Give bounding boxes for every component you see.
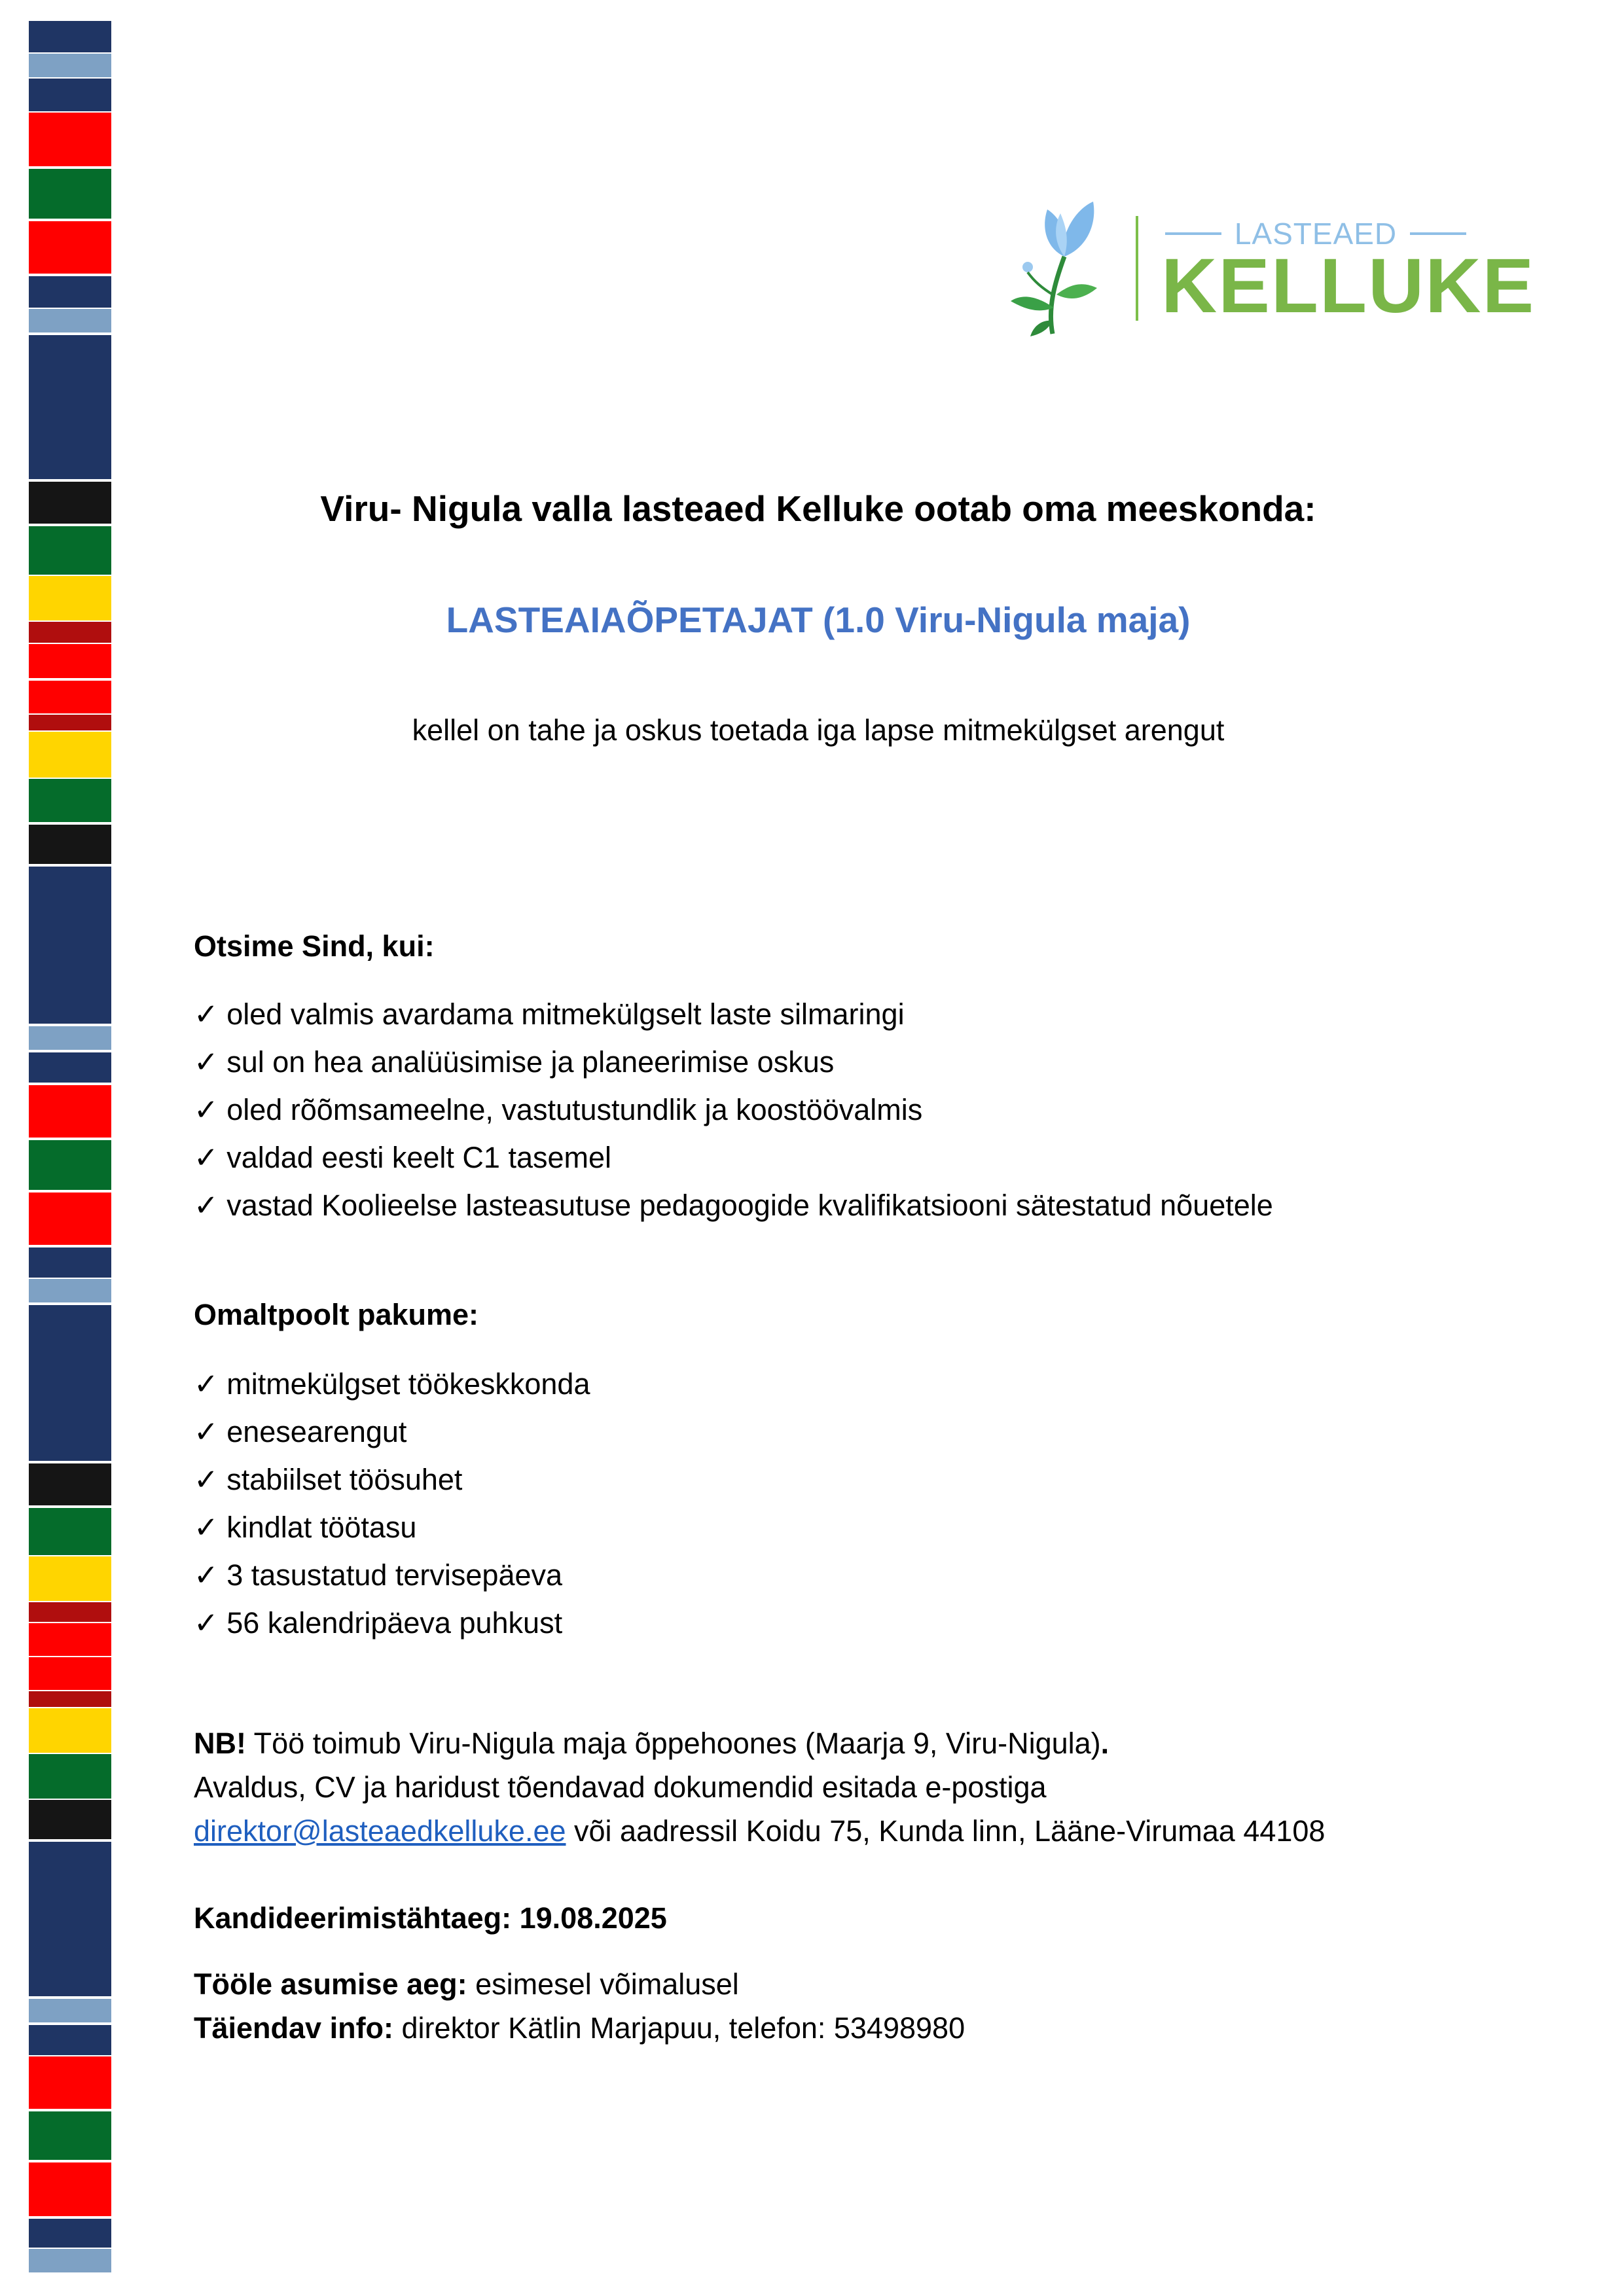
stripe-segment xyxy=(29,1463,111,1505)
stripe-segment xyxy=(29,1508,111,1555)
requirement-item: ✓ valdad eesti keelt C1 tasemel xyxy=(194,1141,612,1174)
stripe-segment xyxy=(29,2249,111,2272)
stripe-segment xyxy=(29,276,111,308)
email-link[interactable]: direktor@lasteaedkelluke.ee xyxy=(194,1814,566,1848)
stripe-segment xyxy=(29,622,111,643)
requirement-item: ✓ vastad Koolieelse lasteasutuse pedagoogide kvalifikatsiooni sätestatud nõuetele xyxy=(194,1189,1273,1222)
requirement-item: ✓ oled valmis avardama mitmekülgselt laste silmaringi xyxy=(194,997,905,1031)
stripe-segment xyxy=(29,526,111,575)
nb-label: NB! xyxy=(194,1727,246,1760)
info-value: direktor Kätlin Marjapuu, telefon: 53498980 xyxy=(393,2011,965,2045)
start-label: Tööle asumise aeg: xyxy=(194,1967,467,2001)
offer-item: ✓ mitmekülgset töökeskkonda xyxy=(194,1367,590,1401)
stripe-segment xyxy=(29,1999,111,2022)
location-end: . xyxy=(1100,1727,1110,1760)
stripe-segment xyxy=(29,1140,111,1190)
offer-item: ✓ 3 tasustatud tervisepäeva xyxy=(194,1558,563,1592)
stripe-segment xyxy=(29,21,111,52)
offer-item: ✓ enesearengut xyxy=(194,1415,407,1448)
stripe-segment xyxy=(29,867,111,1024)
stripe-segment xyxy=(29,54,111,77)
stripe-segment xyxy=(29,79,111,111)
stripe-segment xyxy=(29,1026,111,1050)
stripe-segment xyxy=(29,1602,111,1622)
stripe-segment xyxy=(29,715,111,730)
stripe-segment xyxy=(29,1193,111,1245)
requirements-heading: Otsime Sind, kui: xyxy=(194,929,435,963)
offer-item: ✓ stabiilset töösuhet xyxy=(194,1463,463,1496)
stripe-segment xyxy=(29,1556,111,1601)
position-title: LASTEAIAÕPETAJAT (1.0 Viru-Nigula maja) xyxy=(446,600,1191,640)
stripe-segment xyxy=(29,169,111,219)
stripe-segment xyxy=(29,1842,111,1996)
logo-line-left xyxy=(1165,232,1221,235)
stripe-segment xyxy=(29,1247,111,1278)
kelluke-logo xyxy=(1001,196,1536,340)
stripe-segment xyxy=(29,825,111,864)
stripe-segment xyxy=(29,1754,111,1799)
info-line xyxy=(194,2011,965,2045)
decorative-color-stripe xyxy=(29,21,111,2296)
start-line xyxy=(194,1967,739,2001)
deadline: Kandideerimistähtaeg: 19.08.2025 xyxy=(194,1901,667,1935)
stripe-segment xyxy=(29,1085,111,1138)
contact-line xyxy=(194,1814,1325,1848)
stripe-segment xyxy=(29,2111,111,2160)
stripe-segment xyxy=(29,576,111,620)
logo-line-right xyxy=(1410,232,1466,235)
requirement-item: ✓ oled rõõmsameelne, vastutustundlik ja koostöövalmis xyxy=(194,1093,923,1126)
stripe-segment xyxy=(29,1279,111,1302)
requirement-item: ✓ sul on hea analüüsimise ja planeerimise oskus xyxy=(194,1045,835,1079)
stripe-segment xyxy=(29,1691,111,1707)
stripe-segment xyxy=(29,2162,111,2216)
stripe-segment xyxy=(29,2219,111,2248)
stripe-segment xyxy=(29,1623,111,1656)
stripe-segment xyxy=(29,221,111,274)
logo-lasteaed: LASTEAED xyxy=(1234,217,1398,251)
tagline: kellel on tahe ja oskus toetada iga lapse mitmekülgset arengut xyxy=(412,713,1225,747)
stripe-segment xyxy=(29,681,111,713)
stripe-segment xyxy=(29,113,111,166)
application-line: Avaldus, CV ja haridust tõendavad dokumendid esitada e-postiga xyxy=(194,1770,1047,1804)
offer-item: ✓ 56 kalendripäeva puhkust xyxy=(194,1606,563,1640)
stripe-segment xyxy=(29,732,111,778)
stripe-segment xyxy=(29,779,111,822)
logo-divider xyxy=(1136,216,1138,321)
stripe-segment xyxy=(29,2056,111,2109)
location-text: Töö toimub Viru-Nigula maja õppehoones (Maarja 9, Viru-Nigula) xyxy=(245,1727,1101,1760)
stripe-segment xyxy=(29,482,111,524)
bellflower-icon xyxy=(1001,196,1106,340)
start-value: esimesel võimalusel xyxy=(467,1967,739,2001)
stripe-segment xyxy=(29,309,111,332)
logo-kelluke: KELLUKE xyxy=(1161,243,1536,329)
stripe-segment xyxy=(29,1657,111,1690)
offer-item: ✓ kindlat töötasu xyxy=(194,1511,417,1544)
location-note xyxy=(194,1727,1109,1761)
stripe-segment xyxy=(29,1305,111,1461)
address-text: või aadressil Koidu 75, Kunda linn, Lääne-Virumaa 44108 xyxy=(566,1814,1326,1848)
stripe-segment xyxy=(29,335,111,479)
info-label: Täiendav info: xyxy=(194,2011,394,2045)
stripe-segment xyxy=(29,1708,111,1753)
stripe-segment xyxy=(29,2025,111,2055)
page-title: Viru- Nigula valla lasteaed Kelluke ootab oma meeskonda: xyxy=(320,488,1316,529)
offer-heading: Omaltpoolt pakume: xyxy=(194,1298,479,1331)
stripe-segment xyxy=(29,1800,111,1839)
stripe-segment xyxy=(29,644,111,678)
stripe-segment xyxy=(29,1052,111,1083)
